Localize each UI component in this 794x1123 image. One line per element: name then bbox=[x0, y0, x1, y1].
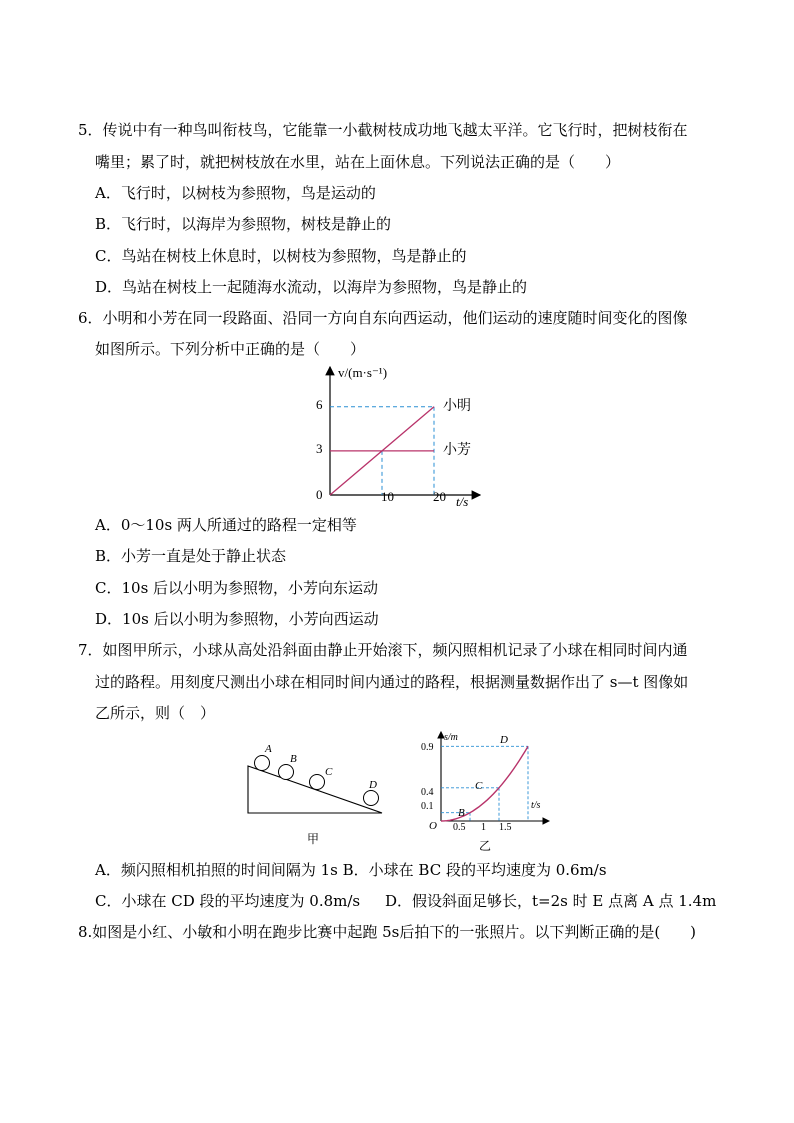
q5-option-a: A．飞行时，以树枝为参照物，鸟是运动的 bbox=[95, 184, 376, 202]
ball-a bbox=[255, 756, 270, 771]
st-y-label: s/m bbox=[444, 732, 458, 743]
vt-ytick-6: 6 bbox=[316, 397, 323, 412]
st-point-b: B bbox=[458, 807, 465, 819]
vt-ytick-3: 3 bbox=[316, 441, 323, 456]
vt-origin: 0 bbox=[316, 487, 323, 502]
incline-figure bbox=[240, 738, 390, 850]
st-xtick-1.5: 1.5 bbox=[499, 822, 512, 833]
q5-stem-line2: 嘴里；累了时，就把树枝放在水里，站在上面休息。下列说法正确的是（ ） bbox=[95, 153, 621, 171]
q7-option-c: C．小球在 CD 段的平均速度为 0.8m/s bbox=[95, 892, 361, 910]
st-x-label: t/s bbox=[531, 800, 541, 811]
ball-d bbox=[364, 791, 379, 806]
q6-option-b: B．小芳一直是处于静止状态 bbox=[95, 547, 287, 565]
ball-b bbox=[279, 765, 294, 780]
q6-option-a: A．0～10s 两人所通过的路程一定相等 bbox=[95, 516, 357, 534]
vt-y-label: v/(m·s⁻¹) bbox=[338, 365, 388, 380]
q5-option-c: C．鸟站在树枝上休息时，以树枝为参照物，鸟是静止的 bbox=[95, 247, 467, 265]
ball-label-b: B bbox=[290, 753, 297, 765]
st-xtick-1: 1 bbox=[481, 822, 486, 833]
vt-label-xiaoming: 小明 bbox=[443, 399, 471, 414]
vt-xtick-10: 10 bbox=[381, 489, 394, 504]
st-caption: 乙 bbox=[479, 839, 492, 853]
vt-xtick-20: 20 bbox=[433, 489, 446, 504]
st-ytick-0.9: 0.9 bbox=[421, 742, 434, 753]
q5-option-d: D．鸟站在树枝上一起随海水流动，以海岸为参照物，鸟是静止的 bbox=[95, 278, 528, 296]
st-xtick-0.5: 0.5 bbox=[453, 822, 466, 833]
q7-stem-line1: 7．如图甲所示，小球从高处沿斜面由静止开始滚下，频闪照相机记录了小球在相同时间内通 bbox=[78, 641, 688, 659]
st-ytick-0.1: 0.1 bbox=[421, 801, 434, 812]
st-origin: O bbox=[429, 820, 437, 832]
vt-chart bbox=[300, 362, 490, 510]
ball-label-d: D bbox=[369, 779, 377, 791]
q5-stem-line1: 5．传说中有一种鸟叫衔枝鸟，它能靠一小截树枝成功地飞越太平洋。它飞行时，把树枝衔在 bbox=[78, 121, 688, 139]
q7-option-d: D．假设斜面足够长，t=2s 时 E 点离 A 点 1.4m bbox=[385, 892, 717, 910]
q7-stem-line3: 乙所示，则（ ） bbox=[95, 704, 216, 722]
ball-label-c: C bbox=[325, 766, 333, 778]
q7-option-ab: A．频闪照相机拍照的时间间隔为 1s B．小球在 BC 段的平均速度为 0.6m/s bbox=[95, 861, 607, 879]
q6-stem-line2: 如图所示。下列分析中正确的是（ ） bbox=[95, 340, 366, 358]
vt-label-xiaofang: 小芳 bbox=[443, 443, 471, 458]
q6-option-d: D．10s 后以小明为参照物，小芳向西运动 bbox=[95, 610, 379, 628]
q8-stem: 8.如图是小红、小敏和小明在跑步比赛中起跑 5s后拍下的一张照片。以下判断正确的是( ) bbox=[78, 923, 697, 941]
vt-x-label: t/s bbox=[456, 494, 469, 509]
incline-caption: 甲 bbox=[307, 832, 320, 846]
st-point-d: D bbox=[500, 734, 508, 746]
q7-stem-line2: 过的路程。用刻度尺测出小球在相同时间内通过的路程，根据测量数据作出了 s—t 图像如 bbox=[95, 673, 689, 691]
st-curve bbox=[441, 746, 528, 821]
st-ytick-0.4: 0.4 bbox=[421, 787, 434, 798]
q5-option-b: B．飞行时，以海岸为参照物，树枝是静止的 bbox=[95, 215, 392, 233]
q6-option-c: C．10s 后以小明为参照物，小芳向东运动 bbox=[95, 579, 379, 597]
st-chart bbox=[415, 726, 555, 853]
st-point-c: C bbox=[475, 780, 483, 792]
ball-c bbox=[310, 775, 325, 790]
q6-stem-line1: 6．小明和小芳在同一段路面、沿同一方向自东向西运动，他们运动的速度随时间变化的图像 bbox=[78, 309, 688, 327]
ball-label-a: A bbox=[265, 743, 272, 755]
